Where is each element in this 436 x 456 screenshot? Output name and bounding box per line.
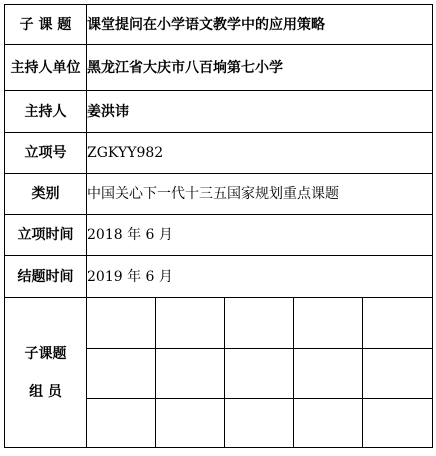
members-label-line1: 子课题 bbox=[24, 345, 67, 362]
member-cell bbox=[156, 298, 225, 349]
completion-date-value: 2019 年 6 月 bbox=[87, 256, 433, 298]
approval-date-value: 2018 年 6 月 bbox=[87, 215, 433, 256]
member-cell bbox=[294, 298, 363, 349]
member-cell bbox=[87, 349, 156, 399]
completion-date-label: 结题时间 bbox=[5, 256, 87, 298]
host-unit-value: 黑龙江省大庆市八百垧第七小学 bbox=[87, 45, 433, 91]
project-info-table bbox=[4, 4, 433, 448]
host-unit-label: 主持人单位 bbox=[5, 45, 87, 91]
member-cell bbox=[294, 349, 363, 399]
members-row bbox=[5, 298, 433, 349]
row-category bbox=[5, 174, 433, 215]
member-cell bbox=[225, 349, 294, 399]
row-approval-date bbox=[5, 215, 433, 256]
members-label-line2: 组 员 bbox=[29, 383, 62, 400]
member-cell bbox=[87, 399, 156, 448]
subtopic-label: 子 课 题 bbox=[5, 5, 87, 45]
row-project-number bbox=[5, 133, 433, 174]
row-subtopic bbox=[5, 5, 433, 45]
member-cell bbox=[363, 399, 433, 448]
member-cell bbox=[225, 298, 294, 349]
member-cell bbox=[363, 298, 433, 349]
host-label: 主持人 bbox=[5, 91, 87, 133]
member-cell bbox=[156, 399, 225, 448]
project-number-value: ZGKYY982 bbox=[87, 133, 433, 174]
row-completion-date bbox=[5, 256, 433, 298]
member-cell bbox=[225, 399, 294, 448]
member-cell bbox=[363, 349, 433, 399]
project-number-label: 立项号 bbox=[5, 133, 87, 174]
member-cell bbox=[87, 298, 156, 349]
category-value: 中国关心下一代十三五国家规划重点课题 bbox=[87, 174, 433, 215]
members-label bbox=[5, 298, 87, 448]
approval-date-label: 立项时间 bbox=[5, 215, 87, 256]
row-host-unit bbox=[5, 45, 433, 91]
row-host bbox=[5, 91, 433, 133]
member-cell bbox=[156, 349, 225, 399]
host-value: 姜洪讳 bbox=[87, 91, 433, 133]
category-label: 类别 bbox=[5, 174, 87, 215]
subtopic-value: 课堂提问在小学语文教学中的应用策略 bbox=[87, 5, 433, 45]
member-cell bbox=[294, 399, 363, 448]
